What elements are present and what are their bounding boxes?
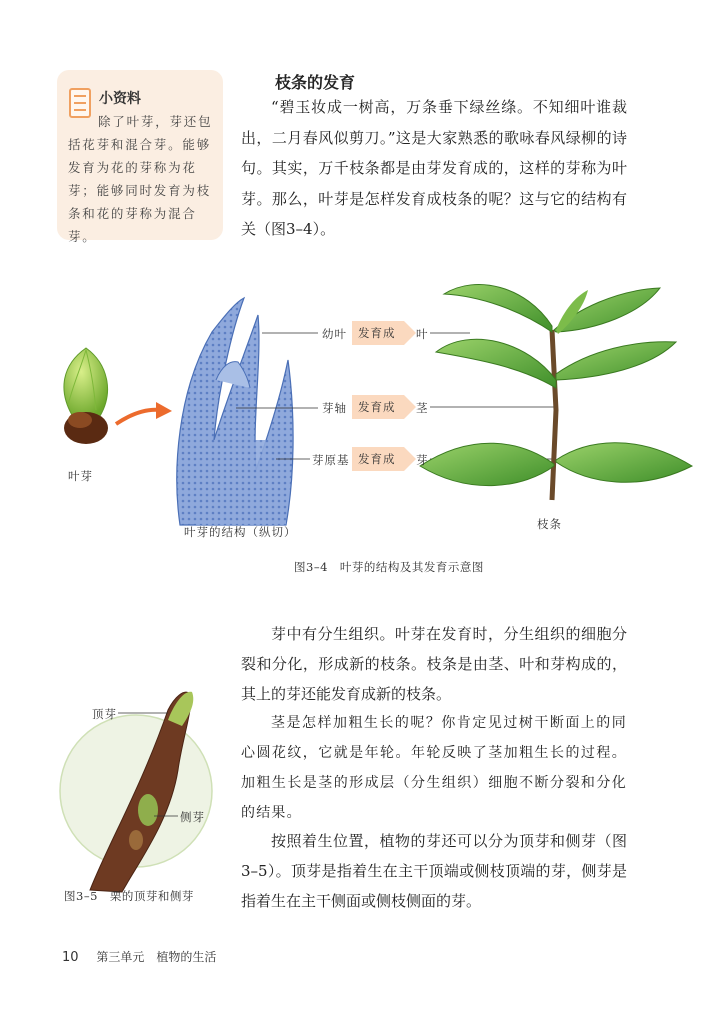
develops-into-tag: 发育成 [352, 321, 404, 345]
part-young-leaf: 幼叶 [322, 327, 347, 341]
figure-3-4 [0, 270, 724, 570]
part-bud-axis: 芽轴 [322, 401, 347, 415]
branch-image [420, 284, 692, 500]
leaf-bud-label: 叶芽 [68, 469, 93, 483]
part-bud-primordium: 芽原基 [312, 453, 350, 467]
page-number: 10 [62, 950, 79, 965]
paragraph-4: 按照着生位置，植物的芽还可以分为顶芽和侧芽（图3–5）。顶芽是指着生在主干顶端或侧枝顶端的芽，侧芽是指着生在主干侧面或侧枝侧面的芽。 [241, 832, 627, 910]
figure-3-5 [50, 680, 230, 900]
info-box-body: 除了叶芽，芽还包括花芽和混合芽。能够发育为花的芽称为花芽；能够同时发育为枝条和花的芽称为混合芽。 [68, 114, 213, 244]
paragraph-3: 茎是怎样加粗生长的呢？你肯定见过树干断面上的同心圆花纹，它就是年轮。年轮反映了茎加粗生长的过程。加粗生长是茎的形成层（分生组织）细胞不断分裂和分化的结果。 [241, 715, 627, 821]
branch-label: 枝条 [537, 517, 562, 531]
info-box-title: 小资料 [99, 91, 141, 107]
section-title: 枝条的发育 [275, 73, 356, 92]
unit-title: 第三单元 植物的生活 [96, 950, 217, 964]
result-stem: 茎 [416, 401, 429, 415]
paragraph-1: “碧玉妆成一树高，万条垂下绿丝绦。不知细叶谁裁出，二月春风似剪刀。”这是大家熟悉的歌咏春风绿柳的诗句。其实，万千枝条都是由芽发育成的，这样的芽称为叶芽。那么，叶芽是怎样发育成枝条的呢？这与它的结构有关（图3–4）。 [241, 98, 627, 238]
result-bud: 芽 [416, 453, 429, 467]
result-leaf: 叶 [416, 327, 429, 341]
lateral-bud-label: 侧芽 [180, 810, 205, 824]
page-footer [62, 948, 216, 965]
develops-into-tag: 发育成 [352, 447, 404, 471]
bud-structure-label: 叶芽的结构（纵切） [184, 525, 297, 539]
bud-section-image [177, 298, 293, 525]
leaf-bud-image [64, 348, 108, 444]
figure-3-4-caption: 图3–4 叶芽的结构及其发育示意图 [294, 560, 484, 574]
paragraph-2: 芽中有分生组织。叶芽在发育时，分生组织的细胞分裂和分化，形成新的枝条。枝条是由茎、叶和芽构成的，其上的芽还能发育成新的枝条。 [241, 625, 627, 703]
figure-3-5-caption: 图3–5 栗的顶芽和侧芽 [64, 889, 194, 903]
info-box [57, 70, 223, 244]
arrow-icon [116, 402, 172, 424]
develops-into-tag: 发育成 [352, 395, 404, 419]
figure-3-4-drawing [0, 270, 724, 570]
terminal-bud-label: 顶芽 [92, 707, 117, 721]
